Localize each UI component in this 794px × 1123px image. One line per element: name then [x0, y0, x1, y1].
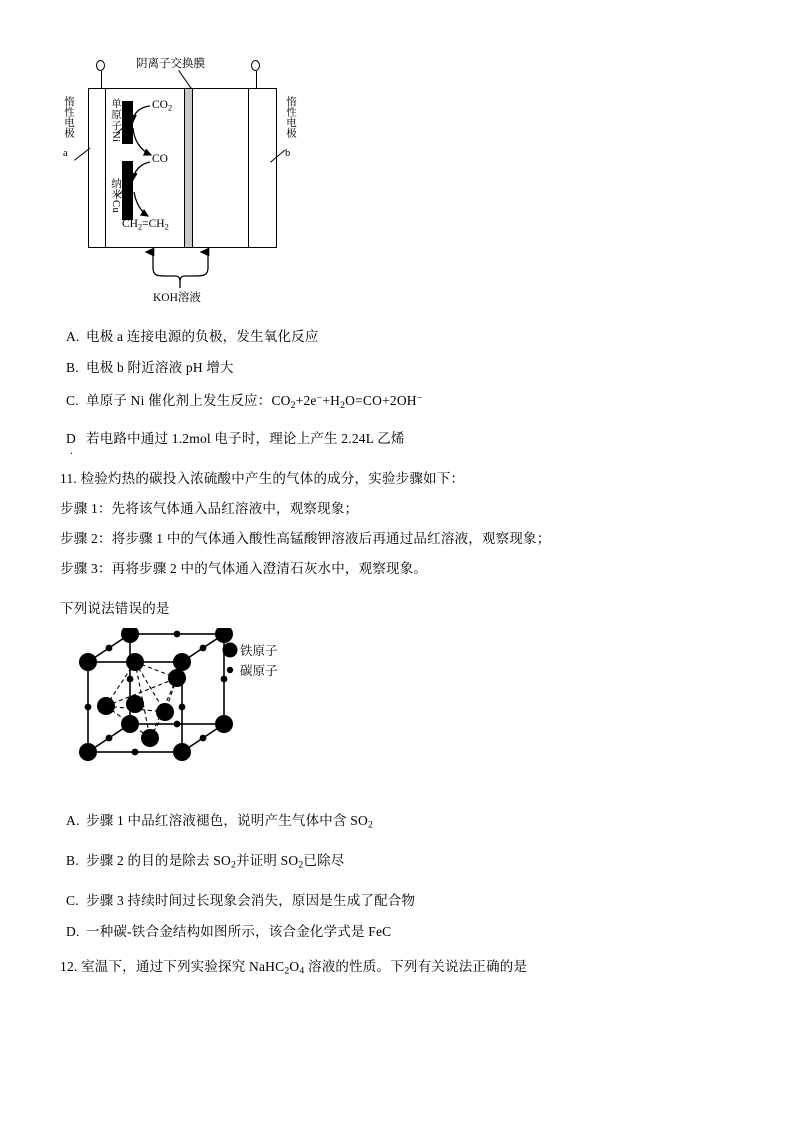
q10-eq-sup2: −	[416, 393, 423, 404]
q11-option-c	[66, 892, 415, 910]
cell-divider-right	[248, 88, 249, 248]
q11-option-b-mid: 并证明 SO	[236, 853, 299, 868]
right-electrode-label: 惰性电极	[285, 96, 296, 138]
q11-option-b-sub2: 2	[298, 859, 304, 871]
q10-option-d-letter: D	[66, 431, 76, 446]
q11-option-c-letter: C.	[66, 893, 79, 908]
q10-option-b-letter: B.	[66, 360, 79, 375]
q11-option-b-sub1: 2	[230, 859, 236, 871]
q10-option-c-prefix: 单原子 Ni 催化剂上发生反应：CO	[86, 393, 291, 409]
q12-stem	[60, 958, 527, 981]
q10-option-c-letter: C.	[66, 393, 79, 409]
q10-eq-sub1: 2	[290, 399, 296, 411]
q10-option-d-stray-dot: .	[70, 443, 74, 457]
koh-brace	[153, 268, 208, 282]
nano-cu-label: 纳米Cu	[110, 178, 121, 214]
q10-option-a-text: 电极 a 连接电源的负极，发生氧化反应	[86, 329, 319, 344]
membrane-leader-line	[178, 70, 191, 89]
legend-iron-label: 铁原子	[240, 644, 278, 658]
q11-option-d	[66, 923, 391, 941]
q11-number: 11.	[60, 471, 77, 486]
q11-option-d-letter: D.	[66, 924, 80, 939]
iron-carbon-lattice-diagram	[70, 628, 310, 793]
q10-option-a-letter: A.	[66, 329, 80, 344]
q11-option-a-prefix: 步骤 1 中品红溶液褪色，说明产生气体中含 SO	[86, 813, 368, 828]
q10-option-b	[66, 359, 234, 377]
q11-step-2: 步骤 2：将步骤 1 中的气体通入酸性高锰酸钾溶液后再通过品红溶液，观察现象；	[60, 531, 551, 546]
q11-step-1: 步骤 1：先将该气体通入品红溶液中，观察现象；	[60, 501, 359, 516]
q11-option-b	[66, 852, 345, 875]
right-terminal-ring	[251, 60, 260, 71]
q10-option-b-text: 电极 b 附近溶液 pH 增大	[86, 360, 234, 375]
legend-iron-marker	[223, 643, 238, 658]
co2-label: $CO_2$	[152, 99, 173, 113]
q10-option-a	[66, 328, 319, 346]
co-label: CO	[152, 153, 168, 165]
q12-prefix: 室温下，通过下列实验探究 NaHC	[81, 959, 285, 974]
q10-eq-sub2: 2	[340, 399, 346, 411]
left-terminal-stem	[101, 71, 102, 88]
legend-carbon-label: 碳原子	[240, 664, 278, 678]
q12-suffix: 溶液的性质。下列有关说法正确的是	[304, 959, 528, 974]
q11-option-b-prefix: 步骤 2 的目的是除去 SO	[86, 853, 231, 868]
anion-exchange-membrane	[184, 89, 193, 247]
q10-eq-mid3: O=CO+2OH	[345, 393, 417, 409]
q10-option-d-text: 若电路中通过 1.2mol 电子时，理论上产生 2.24L 乙烯	[86, 431, 405, 446]
q11-option-a	[66, 812, 373, 835]
right-electrode-name: b	[285, 148, 291, 159]
q10-eq-mid: +2e	[295, 393, 317, 409]
q11-option-a-letter: A.	[66, 813, 80, 828]
left-terminal-ring	[96, 60, 105, 71]
q11-option-c-text: 步骤 3 持续时间过长现象会消失，原因是生成了配合物	[86, 893, 416, 908]
q12-sub1: 2	[284, 965, 290, 977]
q12-number: 12.	[60, 959, 78, 974]
ni-electrode-block	[122, 101, 133, 144]
left-electrode-name: a	[63, 148, 68, 159]
iron-atoms	[79, 628, 233, 761]
q12-mid: O	[289, 959, 300, 974]
electrolysis-cell-diagram	[0, 0, 400, 310]
q11-option-d-text: 一种碳-铁合金结构如图所示，该合金化学式是 FeC	[86, 924, 392, 939]
q12-sub2: 4	[299, 965, 305, 977]
q11-option-b-suffix: 已除尽	[303, 853, 345, 868]
q11-prompt: 下列说法错误的是	[60, 601, 170, 616]
q11-stem-text: 检验灼热的碳投入浓硫酸中产生的气体的成分，实验步骤如下：	[80, 471, 465, 486]
q10-option-c	[66, 390, 422, 415]
q11-stem	[60, 470, 464, 488]
single-atom-ni-label: 单原子Ni	[110, 98, 121, 143]
right-terminal-stem	[256, 71, 257, 88]
q10-option-d	[66, 430, 405, 448]
membrane-label: 阴离子交换膜	[136, 58, 205, 70]
q10-eq-sup1: −	[316, 393, 323, 404]
left-electrode-label: 惰性电极	[63, 96, 74, 138]
koh-electrolyte-label: KOH溶液	[153, 292, 201, 304]
legend-carbon-marker	[227, 667, 233, 673]
q10-eq-mid2: +H	[322, 393, 341, 409]
q11-step-3: 步骤 3：再将步骤 2 中的气体通入澄清石灰水中，观察现象。	[60, 561, 428, 576]
q11-option-b-letter: B.	[66, 853, 79, 868]
q11-option-a-sub: 2	[367, 819, 373, 831]
ethylene-label: $CH_2=CH_2$	[122, 218, 169, 232]
cell-divider-left	[105, 88, 106, 248]
